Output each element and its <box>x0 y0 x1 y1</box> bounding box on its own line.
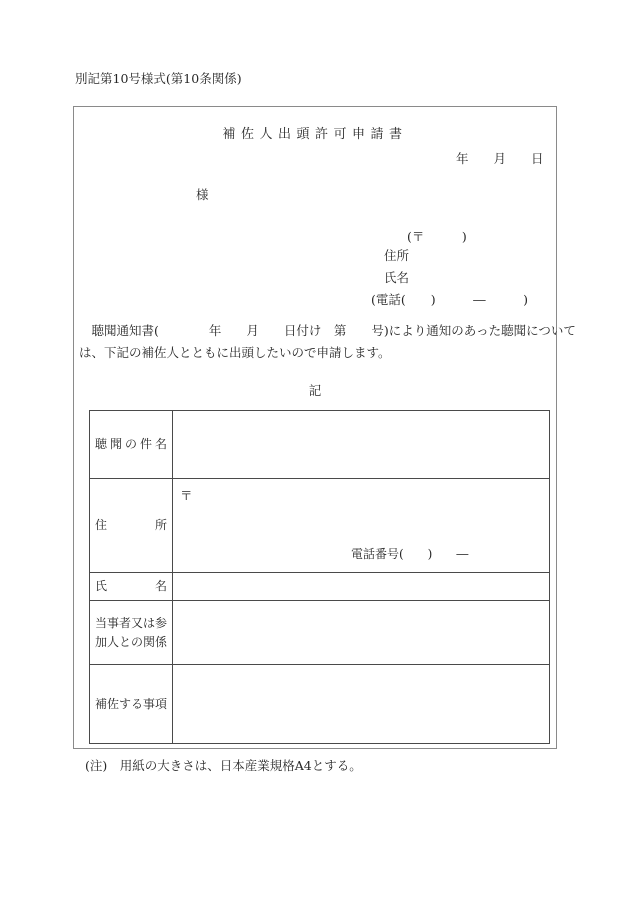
applicant-address-label: 住所 <box>384 248 410 263</box>
addressee-sama: 様 <box>196 187 209 202</box>
phone-number-line: 電話番号( ) ― <box>351 547 469 561</box>
row-label-cell <box>90 573 173 600</box>
body-paragraph-line1: 聴聞通知書( 年 月 日付け 第 号)により通知のあった聴聞について <box>79 323 576 338</box>
row-content-name <box>173 573 549 600</box>
row-label: 当事者又は参加人との関係 <box>95 615 168 649</box>
details-table <box>89 410 550 744</box>
application-form-box <box>73 106 576 749</box>
date-line: 年 月 日 <box>456 151 544 166</box>
form-id: 別記第10号様式(第10条関係) <box>75 71 242 86</box>
row-label-cell <box>90 479 173 572</box>
applicant-postal-line: (〒 ) <box>407 229 467 244</box>
table-row-address <box>90 479 549 573</box>
row-label: 聴聞の件名 <box>95 437 167 451</box>
row-label: 補佐する事項 <box>95 696 168 711</box>
row-label-cell <box>90 601 173 664</box>
row-content-assist-matters <box>173 665 549 743</box>
row-label: 氏名 <box>95 579 167 593</box>
row-content-hearing-title <box>173 411 549 478</box>
applicant-name-label: 氏名 <box>384 270 410 285</box>
form-title: 補佐人出頭許可申請書 <box>222 127 408 142</box>
table-row-relation <box>90 601 549 665</box>
table-row-hearing-title <box>90 411 549 479</box>
row-label-cell <box>90 665 173 743</box>
applicant-phone-line: (電話( ) ― ) <box>371 292 529 307</box>
row-label: 住所 <box>95 518 167 532</box>
postal-mark: 〒 <box>180 488 193 503</box>
table-row-assist-matters <box>90 665 549 743</box>
row-content-relation <box>173 601 549 664</box>
section-mark-ki: 記 <box>308 383 322 398</box>
row-content-address <box>173 479 549 572</box>
paper-size-note: (注) 用紙の大きさは、日本産業規格A4とする。 <box>85 758 362 773</box>
table-row-name <box>90 573 549 601</box>
body-paragraph-line2: は、下記の補佐人とともに出頭したいので申請します。 <box>79 345 391 360</box>
row-label-cell <box>90 411 173 478</box>
